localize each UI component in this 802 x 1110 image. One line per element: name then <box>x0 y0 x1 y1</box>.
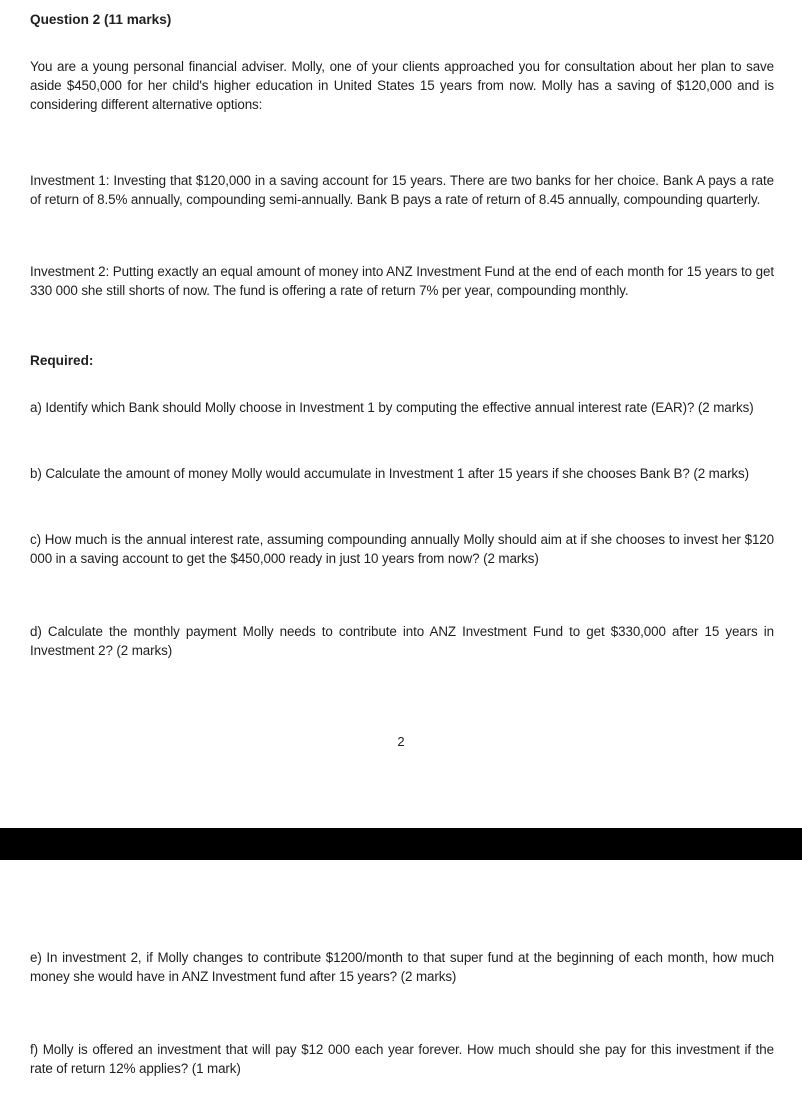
part-d-question: d) Calculate the monthly payment Molly needs to contribute into ANZ Investment Fund to get $330,000 after 15 years in Investment 2? (2 marks) <box>30 624 774 658</box>
part-e-question: e) In investment 2, if Molly changes to contribute $1200/month to that super fund at the beginning of each month, how much money she would have in ANZ Investment fund after 15 years? (2 marks) <box>30 950 774 984</box>
investment-1-paragraph: Investment 1: Investing that $120,000 in a saving account for 15 years. There are two banks for her choice. Bank A pays a rate of return of 8.5% annually, compounding semi-annually. Bank B pays a rate of return of 8.45 annually, compounding quarterly. <box>30 173 774 207</box>
page-number: 2 <box>397 734 405 749</box>
part-f-question: f) Molly is offered an investment that will pay $12 000 each year forever. How much should she pay for this investment if the rate of return 12% applies? (1 mark) <box>30 1042 774 1076</box>
part-b-question: b) Calculate the amount of money Molly would accumulate in Investment 1 after 15 years if she chooses Bank B? (2 marks) <box>30 466 749 481</box>
investment-2-paragraph: Investment 2: Putting exactly an equal amount of money into ANZ Investment Fund at the end of each month for 15 years to get 330 000 she still shorts of now. The fund is offering a rate of return 7% per year, compounding monthly. <box>30 264 774 298</box>
intro-paragraph: You are a young personal financial adviser. Molly, one of your clients approached you for consultation about her plan to save aside $450,000 for her child's higher education in United States 15 years from now. Molly has a saving of $120,000 and is considering different alternative options: <box>30 59 774 112</box>
page-break-band <box>0 828 802 860</box>
required-heading: Required: <box>30 353 94 368</box>
part-a-question: a) Identify which Bank should Molly choose in Investment 1 by computing the effective annual interest rate (EAR)? (2 marks) <box>30 400 754 415</box>
page-two <box>0 860 802 1110</box>
part-c-question: c) How much is the annual interest rate, assuming compounding annually Molly should aim at if she chooses to invest her $120 000 in a saving account to get the $450,000 ready in just 10 years from now? (2 marks) <box>30 532 774 566</box>
question-title: Question 2 (11 marks) <box>30 12 172 27</box>
